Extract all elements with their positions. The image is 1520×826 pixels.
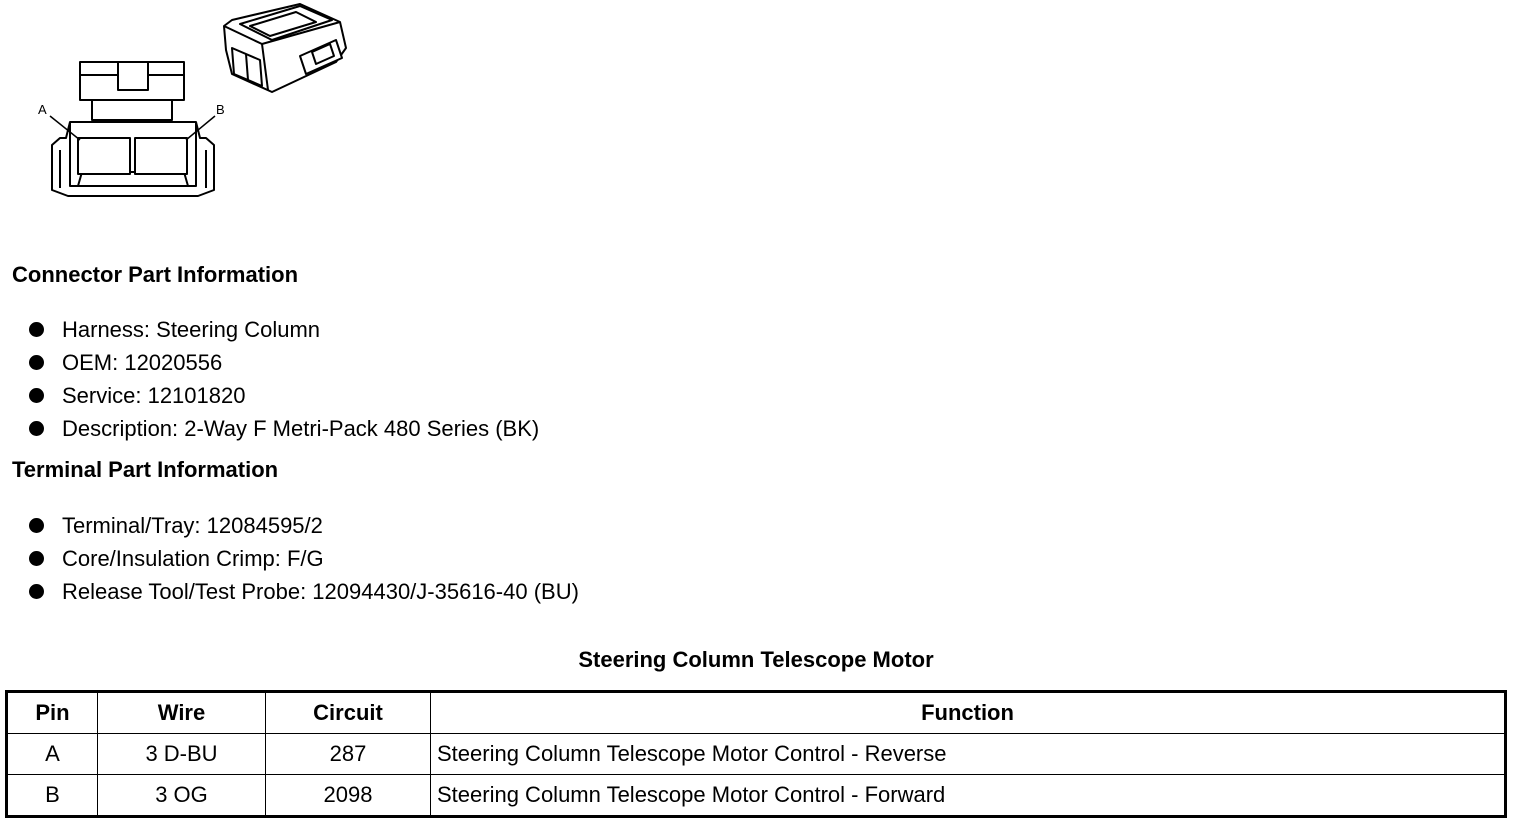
bullet-icon [29,551,44,566]
cell-function: Steering Column Telescope Motor Control - Reverse [431,734,1506,775]
pin-label-b: B [216,102,225,117]
list-item [0,542,579,575]
column-header-circuit: Circuit [266,692,431,734]
bullet-icon [29,518,44,533]
table-row [7,775,1506,817]
bullet-icon [29,584,44,599]
cell-pin: A [7,734,98,775]
list-item-text: Service: 12101820 [62,383,246,408]
terminal-info-list [0,509,579,608]
cell-wire: 3 OG [98,775,266,817]
table-header-row [7,692,1506,734]
bullet-icon [29,388,44,403]
list-item [0,379,539,412]
connector-isometric-view [224,4,346,92]
list-item [0,575,579,608]
table-title: Steering Column Telescope Motor [578,647,934,672]
connector-drawing [0,0,380,220]
cell-circuit: 2098 [266,775,431,817]
bullet-icon [29,421,44,436]
column-header-function: Function [431,692,1506,734]
pin-label-a: A [38,102,47,117]
list-item [0,313,539,346]
connector-latch [80,62,184,120]
list-item-text: Harness: Steering Column [62,317,321,342]
connector-body [52,122,214,196]
cell-function: Steering Column Telescope Motor Control - Forward [431,775,1506,817]
list-item [0,412,539,445]
list-item-text: Core/Insulation Crimp: F/G [62,546,324,571]
column-header-wire: Wire [98,692,266,734]
connector-info-heading: Connector Part Information [12,262,299,287]
list-item [0,509,579,542]
column-header-pin: Pin [7,692,98,734]
table-row [7,734,1506,775]
list-item-text: Release Tool/Test Probe: 12094430/J-35616-40 (BU) [62,579,579,604]
pinout-table [5,690,1507,818]
bullet-icon [29,355,44,370]
bullet-icon [29,322,44,337]
cell-pin: B [7,775,98,817]
list-item [0,346,539,379]
connector-info-list [0,313,539,445]
cell-wire: 3 D-BU [98,734,266,775]
list-item-text: Terminal/Tray: 12084595/2 [62,513,323,538]
list-item-text: OEM: 12020556 [62,350,223,375]
terminal-info-heading: Terminal Part Information [12,457,279,482]
list-item-text: Description: 2-Way F Metri-Pack 480 Series (BK) [62,416,540,441]
cell-circuit: 287 [266,734,431,775]
